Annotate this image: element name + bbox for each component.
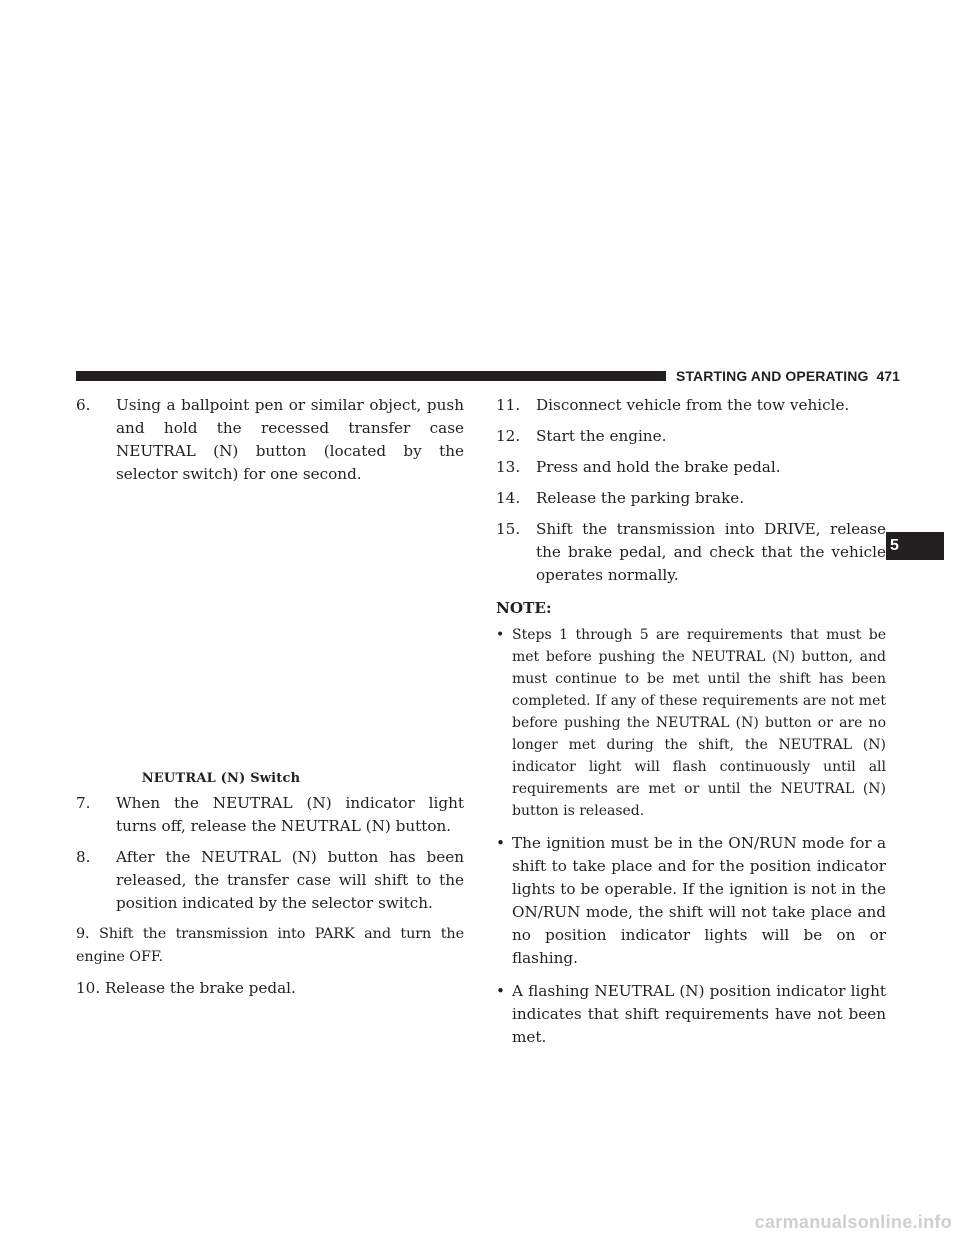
step-10 xyxy=(76,977,464,1000)
step-text: When the NEUTRAL (N) indicator light turns off, release the NEUTRAL (N) button. xyxy=(116,794,464,835)
running-header xyxy=(676,366,900,386)
figure-caption: NEUTRAL (N) Switch xyxy=(141,771,301,786)
step-number: 15. xyxy=(496,520,521,538)
step-14 xyxy=(496,487,886,510)
step-7 xyxy=(76,792,464,838)
step-number: 14. xyxy=(496,489,521,507)
step-15 xyxy=(496,518,886,587)
step-13 xyxy=(496,456,886,479)
step-number: 6. xyxy=(76,396,91,414)
page-number: 471 xyxy=(876,368,900,384)
figure-placeholder xyxy=(76,494,464,770)
note-bullet xyxy=(496,624,886,822)
step-number: 13. xyxy=(496,458,521,476)
note-heading: NOTE: xyxy=(496,599,552,617)
note-bullet xyxy=(496,832,886,970)
step-8 xyxy=(76,846,464,915)
right-column xyxy=(496,394,886,1059)
bullet-icon: • xyxy=(496,834,505,852)
bullet-text: A flashing NEUTRAL (N) position indicator light indicates that shift requirements have not been met. xyxy=(512,982,886,1046)
step-number: 8. xyxy=(76,848,91,866)
step-text: Start the engine. xyxy=(536,427,667,445)
step-6 xyxy=(76,394,464,486)
step-text: Shift the transmission into DRIVE, release the brake pedal, and check that the vehicle operates normally. xyxy=(536,520,886,584)
chapter-tab: 5 xyxy=(886,532,944,560)
step-text: Release the parking brake. xyxy=(536,489,745,507)
step-text: After the NEUTRAL (N) button has been released, the transfer case will shift to the position indicated by the selector switch. xyxy=(116,848,464,912)
step-number: 11. xyxy=(496,396,521,414)
step-number: 12. xyxy=(496,427,521,445)
step-number: 7. xyxy=(76,794,91,812)
note-bullet xyxy=(496,980,886,1049)
step-text: 10. Release the brake pedal. xyxy=(76,979,296,997)
step-11 xyxy=(496,394,886,417)
step-text: Using a ballpoint pen or similar object, push and hold the recessed transfer case NEUTRAL (N) button (located by the selector switch) for one second. xyxy=(116,396,464,483)
step-text: Press and hold the brake pedal. xyxy=(536,458,781,476)
step-9 xyxy=(76,923,464,969)
header-rule xyxy=(76,371,666,381)
watermark-logo: carmanualsonline.info xyxy=(754,1212,952,1232)
left-column xyxy=(76,394,464,1008)
step-text: Disconnect vehicle from the tow vehicle. xyxy=(536,396,850,414)
step-text: 9. Shift the transmission into PARK and turn the engine OFF. xyxy=(76,926,464,965)
section-title: STARTING AND OPERATING xyxy=(676,368,869,384)
bullet-text: Steps 1 through 5 are requirements that must be met before pushing the NEUTRAL (N) button, and must continue to be met until the shift has been completed. If any of these requirements are not met before pushing the NEUTRAL (N) button or are no longer met during the shift, the NEUTRAL (N) indicator light will flash continuously until all requirements are met or until the NEUTRAL (N) button is released. xyxy=(512,627,886,819)
bullet-text: The ignition must be in the ON/RUN mode for a shift to take place and for the position indicator lights to be operable. If the ignition is not in the ON/RUN mode, the shift will not take place and no position indicator lights will be on or flashing. xyxy=(512,834,886,967)
bullet-icon: • xyxy=(496,982,505,1000)
bullet-icon: • xyxy=(496,627,505,643)
step-12 xyxy=(496,425,886,448)
